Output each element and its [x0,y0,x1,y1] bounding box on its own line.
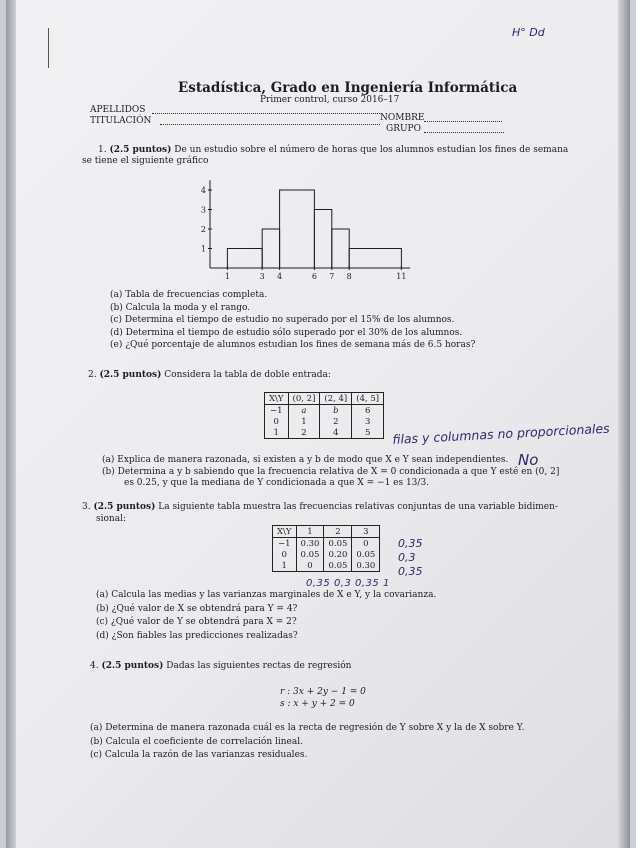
histogram-bar [227,249,262,269]
apellidos-field[interactable] [152,113,380,114]
q2-td: 0 [265,416,289,427]
titulacion-label: TITULACIÓN [90,116,152,126]
q3-th: 1 [296,526,324,538]
q3-text-line2: sional: [96,514,126,524]
q3-item-a: (a) Calcula las medias y las varianzas marginales de X e Y, y la covarianza. [96,590,437,600]
q2-td: 1 [265,427,289,439]
histogram-bar [332,229,349,268]
q3-td: 0 [296,560,324,572]
q1-item-d: (d) Determina el tiempo de estudio sólo superado por el 30% de los alumnos. [110,327,463,338]
page-title: Estadística, Grado en Ingeniería Informática [178,80,518,96]
q1-points: (2.5 puntos) [109,145,172,155]
y-tick-label: 4 [200,186,206,195]
q1-item-a: (a) Tabla de frecuencias completa. [110,290,268,300]
x-tick-label: 4 [277,272,283,281]
q1-item-b: (b) Calcula la moda y el rango. [110,302,251,313]
q3-statement [82,501,558,513]
histogram-bar [262,229,279,268]
q4-equation-s: s : x + y + 2 = 0 [280,699,355,709]
histogram-bar [349,249,401,269]
right-shadow [618,0,630,848]
q2-items [102,455,559,490]
titulacion-field[interactable] [160,124,380,125]
q3-td: 0.05 [324,538,352,550]
q2-td: 3 [364,416,371,427]
q3-th: 3 [352,526,380,538]
q3-td: 0.30 [356,560,376,571]
q2-td: −1 [265,405,289,417]
x-tick-label: 8 [346,272,352,281]
q2-th: (4, 5] [352,393,384,405]
q2-table-row [265,405,384,417]
nombre-label: NOMBRE [380,113,425,123]
apellidos-label: APELLIDOS [90,105,146,115]
histogram-bar [280,190,315,268]
q2-td: 5 [364,427,371,438]
q1-text-line2: se tiene el siguiente gráfico [82,156,209,166]
q4-points: (2.5 puntos) [101,661,164,671]
q2-td: 1 [288,416,320,427]
q3-points: (2.5 puntos) [93,502,156,512]
q3-td: 0 [273,549,297,560]
x-tick-label: 7 [329,272,335,281]
q4-statement [90,660,351,672]
q2-handwritten-answer: No [518,451,539,469]
q3-row-sum: 0,35 [398,537,423,550]
q3-table-row [273,549,380,560]
q2-table [264,392,384,439]
x-tick-label: 3 [259,272,265,281]
q3-table-row [273,560,380,572]
q2-td: 2 [320,416,352,427]
q4-text: Dadas las siguientes rectas de regresión [166,661,352,671]
y-tick-label: 1 [200,244,206,254]
q2-handwritten-note: filas y columnas no proporcionales [392,420,610,447]
q4-items [90,722,524,763]
left-shadow [6,0,16,848]
q2-td: 2 [288,427,320,439]
q4-item-b: (b) Calcula el coeficiente de correlación lineal. [90,736,303,747]
margin-mark [48,28,49,68]
q3-th: 2 [324,526,352,538]
q2-item-b: (b) Determina a y b sabiendo que la frecuencia relativa de X = 0 condicionada a que Y esté en (0, 2] [102,466,560,477]
q3-handwritten-col-sums: 0,35 0,3 0,35 1 [306,578,390,589]
q2-table-row [265,427,384,439]
q2-statement [88,369,331,381]
q2-table-row [265,416,384,427]
nombre-field[interactable] [424,121,502,122]
q3-td: 0.20 [324,549,352,560]
q1-items [110,289,475,352]
q2-table-header [265,393,384,405]
q2-th: X\Y [265,393,289,405]
q3-item-c: (c) ¿Qué valor de Y se obtendrá para X = 2? [96,617,297,628]
q2-td: 4 [320,427,352,439]
q4-equation-r: r : 3x + 2y − 1 = 0 [280,687,366,697]
histogram-chart [196,178,466,288]
grupo-field[interactable] [424,132,504,133]
q3-item-d: (d) ¿Son fiables las predicciones realizadas? [96,630,298,641]
q1-text-line1: De un estudio sobre el número de horas que los alumnos estudian los fines de semana [174,145,569,155]
q1-item-e: (e) ¿Qué porcentaje de alumnos estudian los fines de semana más de 6.5 horas? [110,340,476,351]
y-tick-label: 2 [200,225,206,234]
q3-row-sum: 0,3 [398,551,416,564]
q3-number: 3. [82,502,91,512]
q2-td: 6 [364,405,371,416]
q3-item-b: (b) ¿Qué valor de X se obtendrá para Y = 4? [96,603,298,614]
q3-items [96,589,436,643]
y-tick-label: 3 [200,205,206,215]
page-subtitle: Primer control, curso 2016–17 [260,95,400,105]
q3-th: X\Y [273,526,297,538]
q3-td: 1 [273,560,297,572]
q4-number: 4. [90,661,99,671]
x-tick-label: 11 [396,272,407,281]
q2-td: a [288,405,320,417]
handwritten-note-top: H° Dd [512,26,545,39]
q2-item-a: (a) Explica de manera razonada, si existen a y b de modo que X e Y sean independientes. [102,455,509,465]
q3-td: 0.05 [296,549,324,560]
q3-table [272,525,380,572]
q2-th: (0, 2] [288,393,320,405]
grupo-label: GRUPO [386,124,421,134]
q3-td: 0.05 [356,549,376,560]
q3-td: −1 [273,538,297,550]
q3-handwritten-row-sums [398,537,423,579]
exam-sheet [6,0,630,848]
q2-th: (2, 4] [320,393,352,405]
x-tick-label: 6 [311,272,317,281]
q1-number: 1. [98,145,107,155]
q2-item-b-cont: es 0.25, y que la mediana de Y condicionada a que X = −1 es 13/3. [124,478,430,489]
x-tick-label: 1 [224,272,230,281]
q3-row-sum: 0,35 [398,565,423,578]
q3-td: 0.30 [296,538,324,550]
q3-td: 0.05 [324,560,352,572]
q2-td: b [320,405,352,417]
q2-number: 2. [88,370,97,380]
q1-item-c: (c) Determina el tiempo de estudio no superado por el 15% de los alumnos. [110,315,455,326]
q3-table-header [273,526,380,538]
q4-item-a: (a) Determina de manera razonada cuál es la recta de regresión de Y sobre X y la de X sobre Y. [90,723,525,733]
q4-item-c: (c) Calcula la razón de las varianzas residuales. [90,750,308,761]
q2-points: (2.5 puntos) [99,370,162,380]
q3-table-row [273,538,380,550]
histogram-bar [314,210,331,269]
q3-text-line1: La siguiente tabla muestra las frecuencias relativas conjuntas de una variable bidimen- [158,502,558,512]
q3-td: 0 [363,538,369,549]
q2-text: Considera la tabla de doble entrada: [164,370,331,380]
